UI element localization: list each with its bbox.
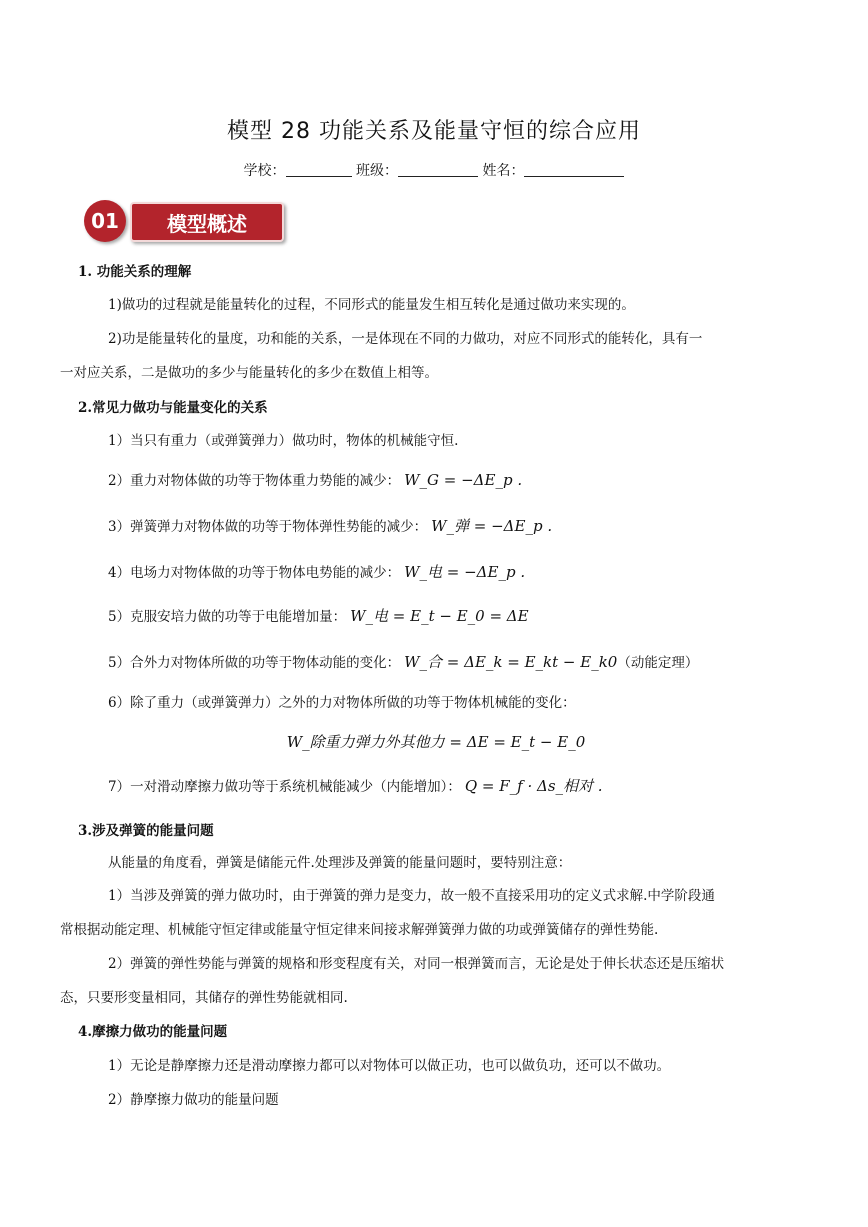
s1-paragraph-2b: 一对应关系，二是做功的多少与能量转化的多少在数值上相等。 xyxy=(60,365,438,381)
s2-item-3-text: 3）弹簧弹力对物体做的功等于物体弹性势能的减少： xyxy=(108,519,428,535)
s2-item-4 xyxy=(108,562,525,583)
name-blank[interactable] xyxy=(524,162,624,177)
formula-ampere-work: W_电 = E_t − E_0 = ΔE xyxy=(350,607,529,625)
s1-paragraph-2a: 2)功是能量转化的量度，功和能的关系，一是体现在不同的力做功，对应不同形式的能转化，具有一 xyxy=(108,331,703,347)
formula-gravity-work: W_G = −ΔE_p . xyxy=(404,471,523,489)
school-blank[interactable] xyxy=(286,162,352,177)
s2-item-1: 1）当只有重力（或弹簧弹力）做功时，物体的机械能守恒. xyxy=(108,433,459,449)
s2-item-2-text: 2）重力对物体做的功等于物体重力势能的减少： xyxy=(108,473,401,489)
s3-paragraph-2b: 态，只要形变量相同，其储存的弹性势能就相同. xyxy=(60,990,348,1006)
s2-item-6-text: 5）合外力对物体所做的功等于物体动能的变化： xyxy=(108,655,401,671)
section-4-heading: 4.摩擦力做功的能量问题 xyxy=(78,1024,228,1040)
class-label: 班级： xyxy=(356,163,398,179)
s2-item-7-formula xyxy=(0,732,868,753)
section-1-heading: 1. 功能关系的理解 xyxy=(78,264,192,280)
s2-item-6 xyxy=(108,652,698,673)
s3-paragraph-1a: 1）当涉及弹簧的弹力做功时，由于弹簧的弹力是变力，故一般不直接采用功的定义式求解.中学阶段通 xyxy=(108,888,715,904)
student-info-line xyxy=(0,160,868,180)
banner-number: 01 xyxy=(84,200,126,242)
s2-item-6-theorem: （动能定理） xyxy=(617,655,699,671)
s2-item-2 xyxy=(108,470,522,491)
formula-mechanical-energy: W_除重力弹力外其他力 = ΔE = E_t − E_0 xyxy=(286,733,586,751)
section-2-heading: 2.常见力做功与能量变化的关系 xyxy=(78,400,268,416)
s2-item-3 xyxy=(108,516,552,537)
s4-paragraph-1: 1）无论是静摩擦力还是滑动摩擦力都可以对物体可以做正功，也可以做负功，还可以不做功。 xyxy=(108,1058,671,1074)
s3-paragraph-1b: 常根据动能定理、机械能守恒定律或能量守恒定律来间接求解弹簧弹力做的功或弹簧储存的弹性势能. xyxy=(60,922,659,938)
class-blank[interactable] xyxy=(398,162,478,177)
name-label: 姓名： xyxy=(482,163,525,179)
s4-paragraph-2: 2）静摩擦力做功的能量问题 xyxy=(108,1092,279,1108)
formula-friction-heat: Q = F_f · Δs_相对 . xyxy=(464,777,603,795)
s3-intro: 从能量的角度看，弹簧是储能元件.处理涉及弹簧的能量问题时，要特别注意： xyxy=(108,855,572,871)
s2-item-4-text: 4）电场力对物体做的功等于物体电势能的减少： xyxy=(108,565,401,581)
section-3-heading: 3.涉及弹簧的能量问题 xyxy=(78,823,214,839)
s2-item-5 xyxy=(108,606,529,627)
school-label: 学校： xyxy=(243,163,286,179)
s3-paragraph-2a: 2）弹簧的弹性势能与弹簧的规格和形变程度有关，对同一根弹簧而言，无论是处于伸长状态还是压缩状 xyxy=(108,956,725,972)
formula-electric-work: W_电 = −ΔE_p . xyxy=(404,563,526,581)
formula-net-work: W_合 = ΔE_k = E_kt − E_k0 xyxy=(404,653,618,671)
s2-item-8 xyxy=(108,776,603,797)
s2-item-8-text: 7）一对滑动摩擦力做功等于系统机械能减少（内能增加）： xyxy=(108,779,461,795)
s2-item-7: 6）除了重力（或弹簧弹力）之外的力对物体所做的功等于物体机械能的变化： xyxy=(108,695,576,711)
banner-label: 模型概述 xyxy=(130,202,284,242)
s2-item-5-text: 5）克服安培力做的功等于电能增加量： xyxy=(108,609,347,625)
formula-spring-work: W_弹 = −ΔE_p . xyxy=(431,517,553,535)
page-title: 模型 28 功能关系及能量守恒的综合应用 xyxy=(227,119,641,144)
s1-paragraph-1: 1)做功的过程就是能量转化的过程，不同形式的能量发生相互转化是通过做功来实现的。 xyxy=(108,297,635,313)
